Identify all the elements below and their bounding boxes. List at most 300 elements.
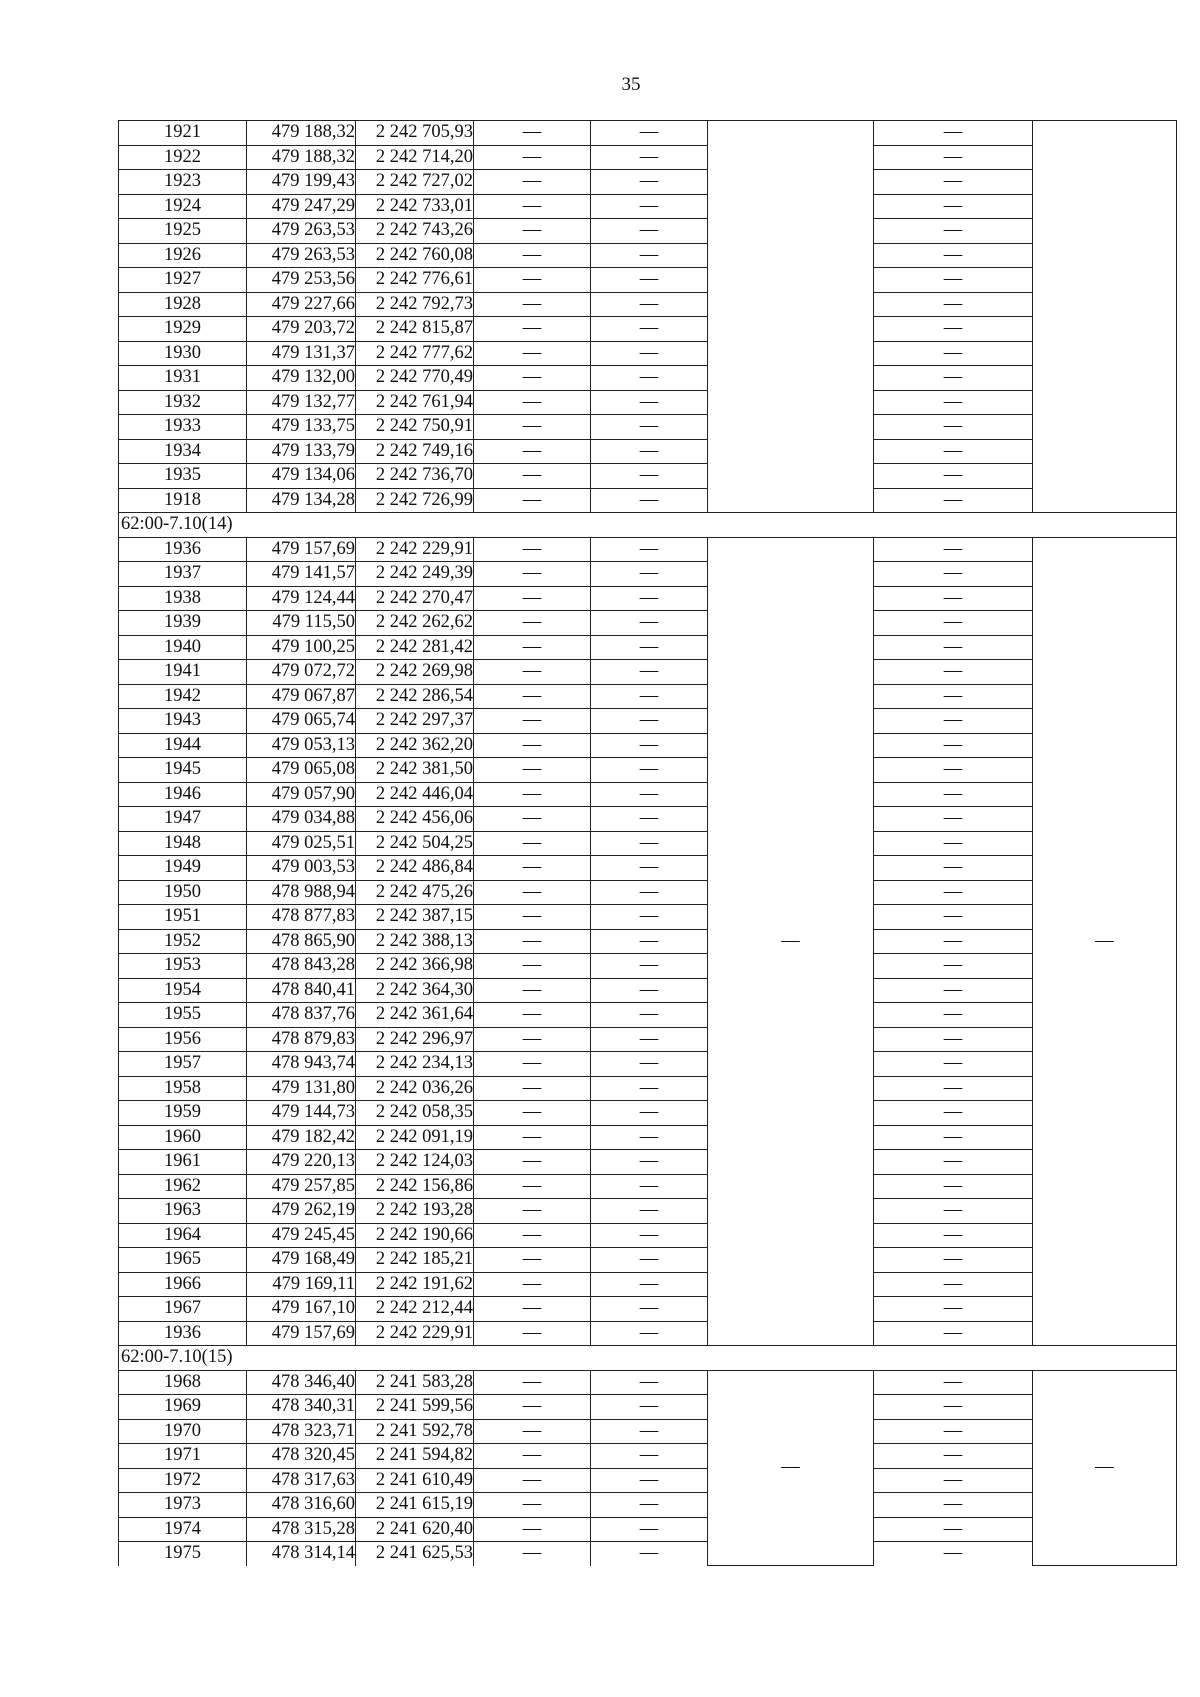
x-coordinate: 479 025,51 (247, 831, 356, 856)
y-coordinate: 2 241 599,56 (356, 1395, 474, 1420)
dash-cell: — (874, 415, 1033, 440)
x-coordinate: 479 034,88 (247, 807, 356, 832)
dash-cell: — (474, 954, 591, 979)
x-coordinate: 478 317,63 (247, 1468, 356, 1493)
dash-cell: — (591, 611, 708, 636)
x-coordinate: 479 220,13 (247, 1150, 356, 1175)
x-coordinate: 479 131,80 (247, 1076, 356, 1101)
dash-cell: — (874, 929, 1033, 954)
point-number: 1961 (119, 1150, 247, 1175)
table-row (119, 1248, 1177, 1273)
point-number: 1975 (119, 1542, 247, 1566)
point-number: 1933 (119, 415, 247, 440)
dash-cell: — (874, 1468, 1033, 1493)
dash-cell: — (474, 341, 591, 366)
table-row (119, 1125, 1177, 1150)
x-coordinate: 479 133,79 (247, 439, 356, 464)
dash-cell: — (874, 1076, 1033, 1101)
table-row (119, 268, 1177, 293)
table-row (119, 586, 1177, 611)
table-row (119, 219, 1177, 244)
y-coordinate: 2 242 761,94 (356, 390, 474, 415)
x-coordinate: 479 100,25 (247, 635, 356, 660)
x-coordinate: 478 340,31 (247, 1395, 356, 1420)
dash-cell: — (474, 415, 591, 440)
y-coordinate: 2 242 366,98 (356, 954, 474, 979)
x-coordinate: 479 132,77 (247, 390, 356, 415)
dash-cell: — (474, 1493, 591, 1518)
dash-cell: — (591, 1493, 708, 1518)
x-coordinate: 478 315,28 (247, 1517, 356, 1542)
y-coordinate: 2 242 770,49 (356, 366, 474, 391)
dash-cell: — (474, 1248, 591, 1273)
dash-cell: — (874, 121, 1033, 146)
dash-cell: — (591, 733, 708, 758)
y-coordinate: 2 242 191,62 (356, 1272, 474, 1297)
dash-cell: — (874, 145, 1033, 170)
dash-cell: — (474, 439, 591, 464)
dash-cell: — (874, 439, 1033, 464)
point-number: 1939 (119, 611, 247, 636)
dash-cell: — (591, 1125, 708, 1150)
dash-cell: — (591, 170, 708, 195)
table-row (119, 1321, 1177, 1346)
table-row (119, 488, 1177, 513)
y-coordinate: 2 242 262,62 (356, 611, 474, 636)
dash-cell: — (874, 1125, 1033, 1150)
y-coordinate: 2 242 381,50 (356, 758, 474, 783)
point-number: 1924 (119, 194, 247, 219)
y-coordinate: 2 242 362,20 (356, 733, 474, 758)
dash-cell: — (591, 317, 708, 342)
x-coordinate: 479 124,44 (247, 586, 356, 611)
table-row (119, 1101, 1177, 1126)
dash-cell: — (874, 733, 1033, 758)
table-row (119, 1199, 1177, 1224)
table-row (119, 317, 1177, 342)
table-row (119, 1003, 1177, 1028)
x-coordinate: 479 067,87 (247, 684, 356, 709)
x-coordinate: 478 314,14 (247, 1542, 356, 1566)
dash-cell: — (874, 537, 1033, 562)
table-row (119, 611, 1177, 636)
dash-cell: — (474, 611, 591, 636)
dash-cell: — (874, 1199, 1033, 1224)
dash-cell: — (591, 1174, 708, 1199)
dash-cell: — (874, 1052, 1033, 1077)
dash-cell: — (591, 1297, 708, 1322)
dash-cell: — (591, 831, 708, 856)
dash-cell: — (474, 268, 591, 293)
point-number: 1928 (119, 292, 247, 317)
x-coordinate: 479 263,53 (247, 243, 356, 268)
point-number: 1935 (119, 464, 247, 489)
table-row (119, 562, 1177, 587)
dash-cell: — (874, 586, 1033, 611)
point-number: 1974 (119, 1517, 247, 1542)
dash-cell: — (591, 488, 708, 513)
y-coordinate: 2 242 733,01 (356, 194, 474, 219)
section-header-row (119, 1346, 1177, 1371)
y-coordinate: 2 242 269,98 (356, 660, 474, 685)
x-coordinate: 479 134,28 (247, 488, 356, 513)
table-row (119, 954, 1177, 979)
table-row (119, 709, 1177, 734)
point-number: 1950 (119, 880, 247, 905)
dash-cell: — (591, 1370, 708, 1395)
dash-cell: — (591, 219, 708, 244)
dash-cell: — (591, 1027, 708, 1052)
y-coordinate: 2 242 036,26 (356, 1076, 474, 1101)
x-coordinate: 479 262,19 (247, 1199, 356, 1224)
section-title: 62:00-7.10(15) (119, 1346, 1177, 1371)
y-coordinate: 2 241 592,78 (356, 1419, 474, 1444)
point-number: 1962 (119, 1174, 247, 1199)
x-coordinate: 479 053,13 (247, 733, 356, 758)
merged-cell (1033, 121, 1177, 513)
table-row (119, 366, 1177, 391)
point-number: 1934 (119, 439, 247, 464)
y-coordinate: 2 242 286,54 (356, 684, 474, 709)
table-row (119, 194, 1177, 219)
dash-cell: — (874, 1027, 1033, 1052)
dash-cell: — (591, 341, 708, 366)
dash-cell: — (474, 856, 591, 881)
point-number: 1927 (119, 268, 247, 293)
point-number: 1949 (119, 856, 247, 881)
y-coordinate: 2 242 229,91 (356, 537, 474, 562)
x-coordinate: 479 134,06 (247, 464, 356, 489)
dash-cell: — (874, 1223, 1033, 1248)
dash-cell: — (874, 464, 1033, 489)
dash-cell: — (591, 1003, 708, 1028)
table-row (119, 1395, 1177, 1420)
table-row (119, 439, 1177, 464)
dash-cell: — (591, 684, 708, 709)
dash-cell: — (474, 1517, 591, 1542)
table-row (119, 1370, 1177, 1395)
section-title: 62:00-7.10(14) (119, 513, 1177, 538)
dash-cell: — (474, 1223, 591, 1248)
dash-cell: — (474, 709, 591, 734)
point-number: 1973 (119, 1493, 247, 1518)
point-number: 1944 (119, 733, 247, 758)
table-row (119, 145, 1177, 170)
table-row (119, 1419, 1177, 1444)
dash-cell: — (474, 1174, 591, 1199)
dash-cell: — (591, 1542, 708, 1566)
point-number: 1964 (119, 1223, 247, 1248)
point-number: 1956 (119, 1027, 247, 1052)
point-number: 1931 (119, 366, 247, 391)
dash-cell: — (591, 145, 708, 170)
dash-cell: — (874, 1419, 1033, 1444)
dash-cell: — (874, 219, 1033, 244)
table-row (119, 1174, 1177, 1199)
coordinates-table (118, 120, 1177, 1566)
y-coordinate: 2 242 736,70 (356, 464, 474, 489)
point-number: 1960 (119, 1125, 247, 1150)
dash-cell: — (474, 537, 591, 562)
y-coordinate: 2 242 091,19 (356, 1125, 474, 1150)
x-coordinate: 479 133,75 (247, 415, 356, 440)
y-coordinate: 2 242 446,04 (356, 782, 474, 807)
dash-cell: — (874, 684, 1033, 709)
point-number: 1921 (119, 121, 247, 146)
dash-cell: — (474, 390, 591, 415)
dash-cell: — (474, 366, 591, 391)
dash-cell: — (474, 1468, 591, 1493)
dash-cell: — (474, 660, 591, 685)
x-coordinate: 479 182,42 (247, 1125, 356, 1150)
dash-cell: — (474, 1076, 591, 1101)
dash-cell: — (591, 366, 708, 391)
dash-cell: — (474, 880, 591, 905)
dash-cell: — (474, 1321, 591, 1346)
y-coordinate: 2 242 504,25 (356, 831, 474, 856)
dash-cell: — (874, 562, 1033, 587)
dash-cell: — (474, 1370, 591, 1395)
x-coordinate: 479 141,57 (247, 562, 356, 587)
dash-cell: — (591, 390, 708, 415)
dash-cell: — (591, 856, 708, 881)
dash-cell: — (591, 978, 708, 1003)
dash-cell: — (874, 341, 1033, 366)
dash-cell: — (591, 586, 708, 611)
x-coordinate: 478 837,76 (247, 1003, 356, 1028)
y-coordinate: 2 242 705,93 (356, 121, 474, 146)
dash-cell: — (474, 1199, 591, 1224)
dash-cell: — (591, 635, 708, 660)
x-coordinate: 479 168,49 (247, 1248, 356, 1273)
x-coordinate: 479 057,90 (247, 782, 356, 807)
y-coordinate: 2 242 193,28 (356, 1199, 474, 1224)
x-coordinate: 479 003,53 (247, 856, 356, 881)
table-row (119, 1272, 1177, 1297)
dash-cell: — (591, 464, 708, 489)
y-coordinate: 2 241 620,40 (356, 1517, 474, 1542)
point-number: 1943 (119, 709, 247, 734)
point-number: 1970 (119, 1419, 247, 1444)
table-row (119, 758, 1177, 783)
y-coordinate: 2 241 594,82 (356, 1444, 474, 1469)
point-number: 1936 (119, 537, 247, 562)
dash-cell: — (474, 145, 591, 170)
dash-cell: — (591, 1052, 708, 1077)
dash-cell: — (591, 1419, 708, 1444)
dash-cell: — (591, 905, 708, 930)
y-coordinate: 2 242 714,20 (356, 145, 474, 170)
y-coordinate: 2 242 777,62 (356, 341, 474, 366)
dash-cell: — (474, 1444, 591, 1469)
x-coordinate: 479 072,72 (247, 660, 356, 685)
y-coordinate: 2 242 249,39 (356, 562, 474, 587)
dash-cell: — (591, 1248, 708, 1273)
y-coordinate: 2 242 456,06 (356, 807, 474, 832)
point-number: 1958 (119, 1076, 247, 1101)
y-coordinate: 2 242 475,26 (356, 880, 474, 905)
point-number: 1951 (119, 905, 247, 930)
x-coordinate: 478 316,60 (247, 1493, 356, 1518)
table-row (119, 905, 1177, 930)
table-row (119, 537, 1177, 562)
dash-cell: — (874, 978, 1033, 1003)
dash-cell: — (474, 1150, 591, 1175)
dash-cell: — (591, 1150, 708, 1175)
page-number: 35 (621, 74, 641, 95)
x-coordinate: 479 257,85 (247, 1174, 356, 1199)
x-coordinate: 478 320,45 (247, 1444, 356, 1469)
dash-cell: — (591, 660, 708, 685)
x-coordinate: 479 247,29 (247, 194, 356, 219)
x-coordinate: 479 169,11 (247, 1272, 356, 1297)
y-coordinate: 2 242 156,86 (356, 1174, 474, 1199)
dash-cell: — (874, 170, 1033, 195)
dash-cell: — (474, 758, 591, 783)
dash-cell: — (474, 1419, 591, 1444)
x-coordinate: 479 144,73 (247, 1101, 356, 1126)
table-row (119, 341, 1177, 366)
x-coordinate: 478 865,90 (247, 929, 356, 954)
x-coordinate: 478 346,40 (247, 1370, 356, 1395)
point-number: 1971 (119, 1444, 247, 1469)
table-row (119, 831, 1177, 856)
dash-cell: — (591, 268, 708, 293)
dash-cell: — (474, 782, 591, 807)
table-row (119, 660, 1177, 685)
x-coordinate: 479 227,66 (247, 292, 356, 317)
dash-cell: — (874, 1101, 1033, 1126)
table-row (119, 1493, 1177, 1518)
point-number: 1945 (119, 758, 247, 783)
table-row (119, 1027, 1177, 1052)
point-number: 1932 (119, 390, 247, 415)
y-coordinate: 2 242 212,44 (356, 1297, 474, 1322)
table-row (119, 733, 1177, 758)
dash-cell: — (474, 121, 591, 146)
dash-cell: — (874, 709, 1033, 734)
x-coordinate: 479 157,69 (247, 537, 356, 562)
dash-cell: — (474, 488, 591, 513)
dash-cell: — (474, 219, 591, 244)
dash-cell: — (874, 1321, 1033, 1346)
table-row (119, 415, 1177, 440)
dash-cell: — (474, 292, 591, 317)
y-coordinate: 2 242 190,66 (356, 1223, 474, 1248)
x-coordinate: 478 843,28 (247, 954, 356, 979)
x-coordinate: 479 131,37 (247, 341, 356, 366)
y-coordinate: 2 242 486,84 (356, 856, 474, 881)
x-coordinate: 479 188,32 (247, 121, 356, 146)
table-row (119, 1297, 1177, 1322)
y-coordinate: 2 242 749,16 (356, 439, 474, 464)
x-coordinate: 479 253,56 (247, 268, 356, 293)
merged-cell: — (1033, 537, 1177, 1346)
merged-cell: — (708, 537, 874, 1346)
x-coordinate: 479 157,69 (247, 1321, 356, 1346)
dash-cell: — (591, 782, 708, 807)
dash-cell: — (591, 1272, 708, 1297)
point-number: 1965 (119, 1248, 247, 1273)
dash-cell: — (474, 1003, 591, 1028)
table-row (119, 170, 1177, 195)
point-number: 1953 (119, 954, 247, 979)
y-coordinate: 2 242 281,42 (356, 635, 474, 660)
y-coordinate: 2 242 270,47 (356, 586, 474, 611)
dash-cell: — (874, 317, 1033, 342)
table-row (119, 390, 1177, 415)
x-coordinate: 479 263,53 (247, 219, 356, 244)
y-coordinate: 2 242 185,21 (356, 1248, 474, 1273)
y-coordinate: 2 242 297,37 (356, 709, 474, 734)
dash-cell: — (591, 1101, 708, 1126)
point-number: 1947 (119, 807, 247, 832)
y-coordinate: 2 242 776,61 (356, 268, 474, 293)
dash-cell: — (591, 121, 708, 146)
point-number: 1955 (119, 1003, 247, 1028)
table-row (119, 856, 1177, 881)
point-number: 1929 (119, 317, 247, 342)
point-number: 1967 (119, 1297, 247, 1322)
dash-cell: — (874, 1542, 1033, 1566)
y-coordinate: 2 242 750,91 (356, 415, 474, 440)
dash-cell: — (874, 292, 1033, 317)
x-coordinate: 478 323,71 (247, 1419, 356, 1444)
table-row (119, 929, 1177, 954)
dash-cell: — (591, 1223, 708, 1248)
dash-cell: — (591, 439, 708, 464)
merged-cell (708, 121, 874, 513)
dash-cell: — (591, 1199, 708, 1224)
table-row (119, 1542, 1177, 1566)
dash-cell: — (591, 954, 708, 979)
dash-cell: — (474, 170, 591, 195)
point-number: 1941 (119, 660, 247, 685)
point-number: 1936 (119, 1321, 247, 1346)
dash-cell: — (591, 709, 708, 734)
x-coordinate: 479 188,32 (247, 145, 356, 170)
dash-cell: — (474, 807, 591, 832)
dash-cell: — (874, 366, 1033, 391)
table-body (119, 121, 1177, 1566)
dash-cell: — (591, 807, 708, 832)
dash-cell: — (474, 586, 591, 611)
dash-cell: — (874, 611, 1033, 636)
dash-cell: — (591, 1444, 708, 1469)
x-coordinate: 478 943,74 (247, 1052, 356, 1077)
point-number: 1969 (119, 1395, 247, 1420)
table-row (119, 1150, 1177, 1175)
table-row (119, 782, 1177, 807)
y-coordinate: 2 242 743,26 (356, 219, 474, 244)
table-row (119, 1468, 1177, 1493)
dash-cell: — (874, 488, 1033, 513)
dash-cell: — (591, 415, 708, 440)
y-coordinate: 2 242 124,03 (356, 1150, 474, 1175)
dash-cell: — (874, 268, 1033, 293)
y-coordinate: 2 241 625,53 (356, 1542, 474, 1566)
dash-cell: — (874, 660, 1033, 685)
x-coordinate: 479 203,72 (247, 317, 356, 342)
x-coordinate: 479 245,45 (247, 1223, 356, 1248)
dash-cell: — (474, 562, 591, 587)
dash-cell: — (474, 978, 591, 1003)
point-number: 1948 (119, 831, 247, 856)
dash-cell: — (591, 929, 708, 954)
table-row (119, 880, 1177, 905)
point-number: 1925 (119, 219, 247, 244)
x-coordinate: 478 840,41 (247, 978, 356, 1003)
